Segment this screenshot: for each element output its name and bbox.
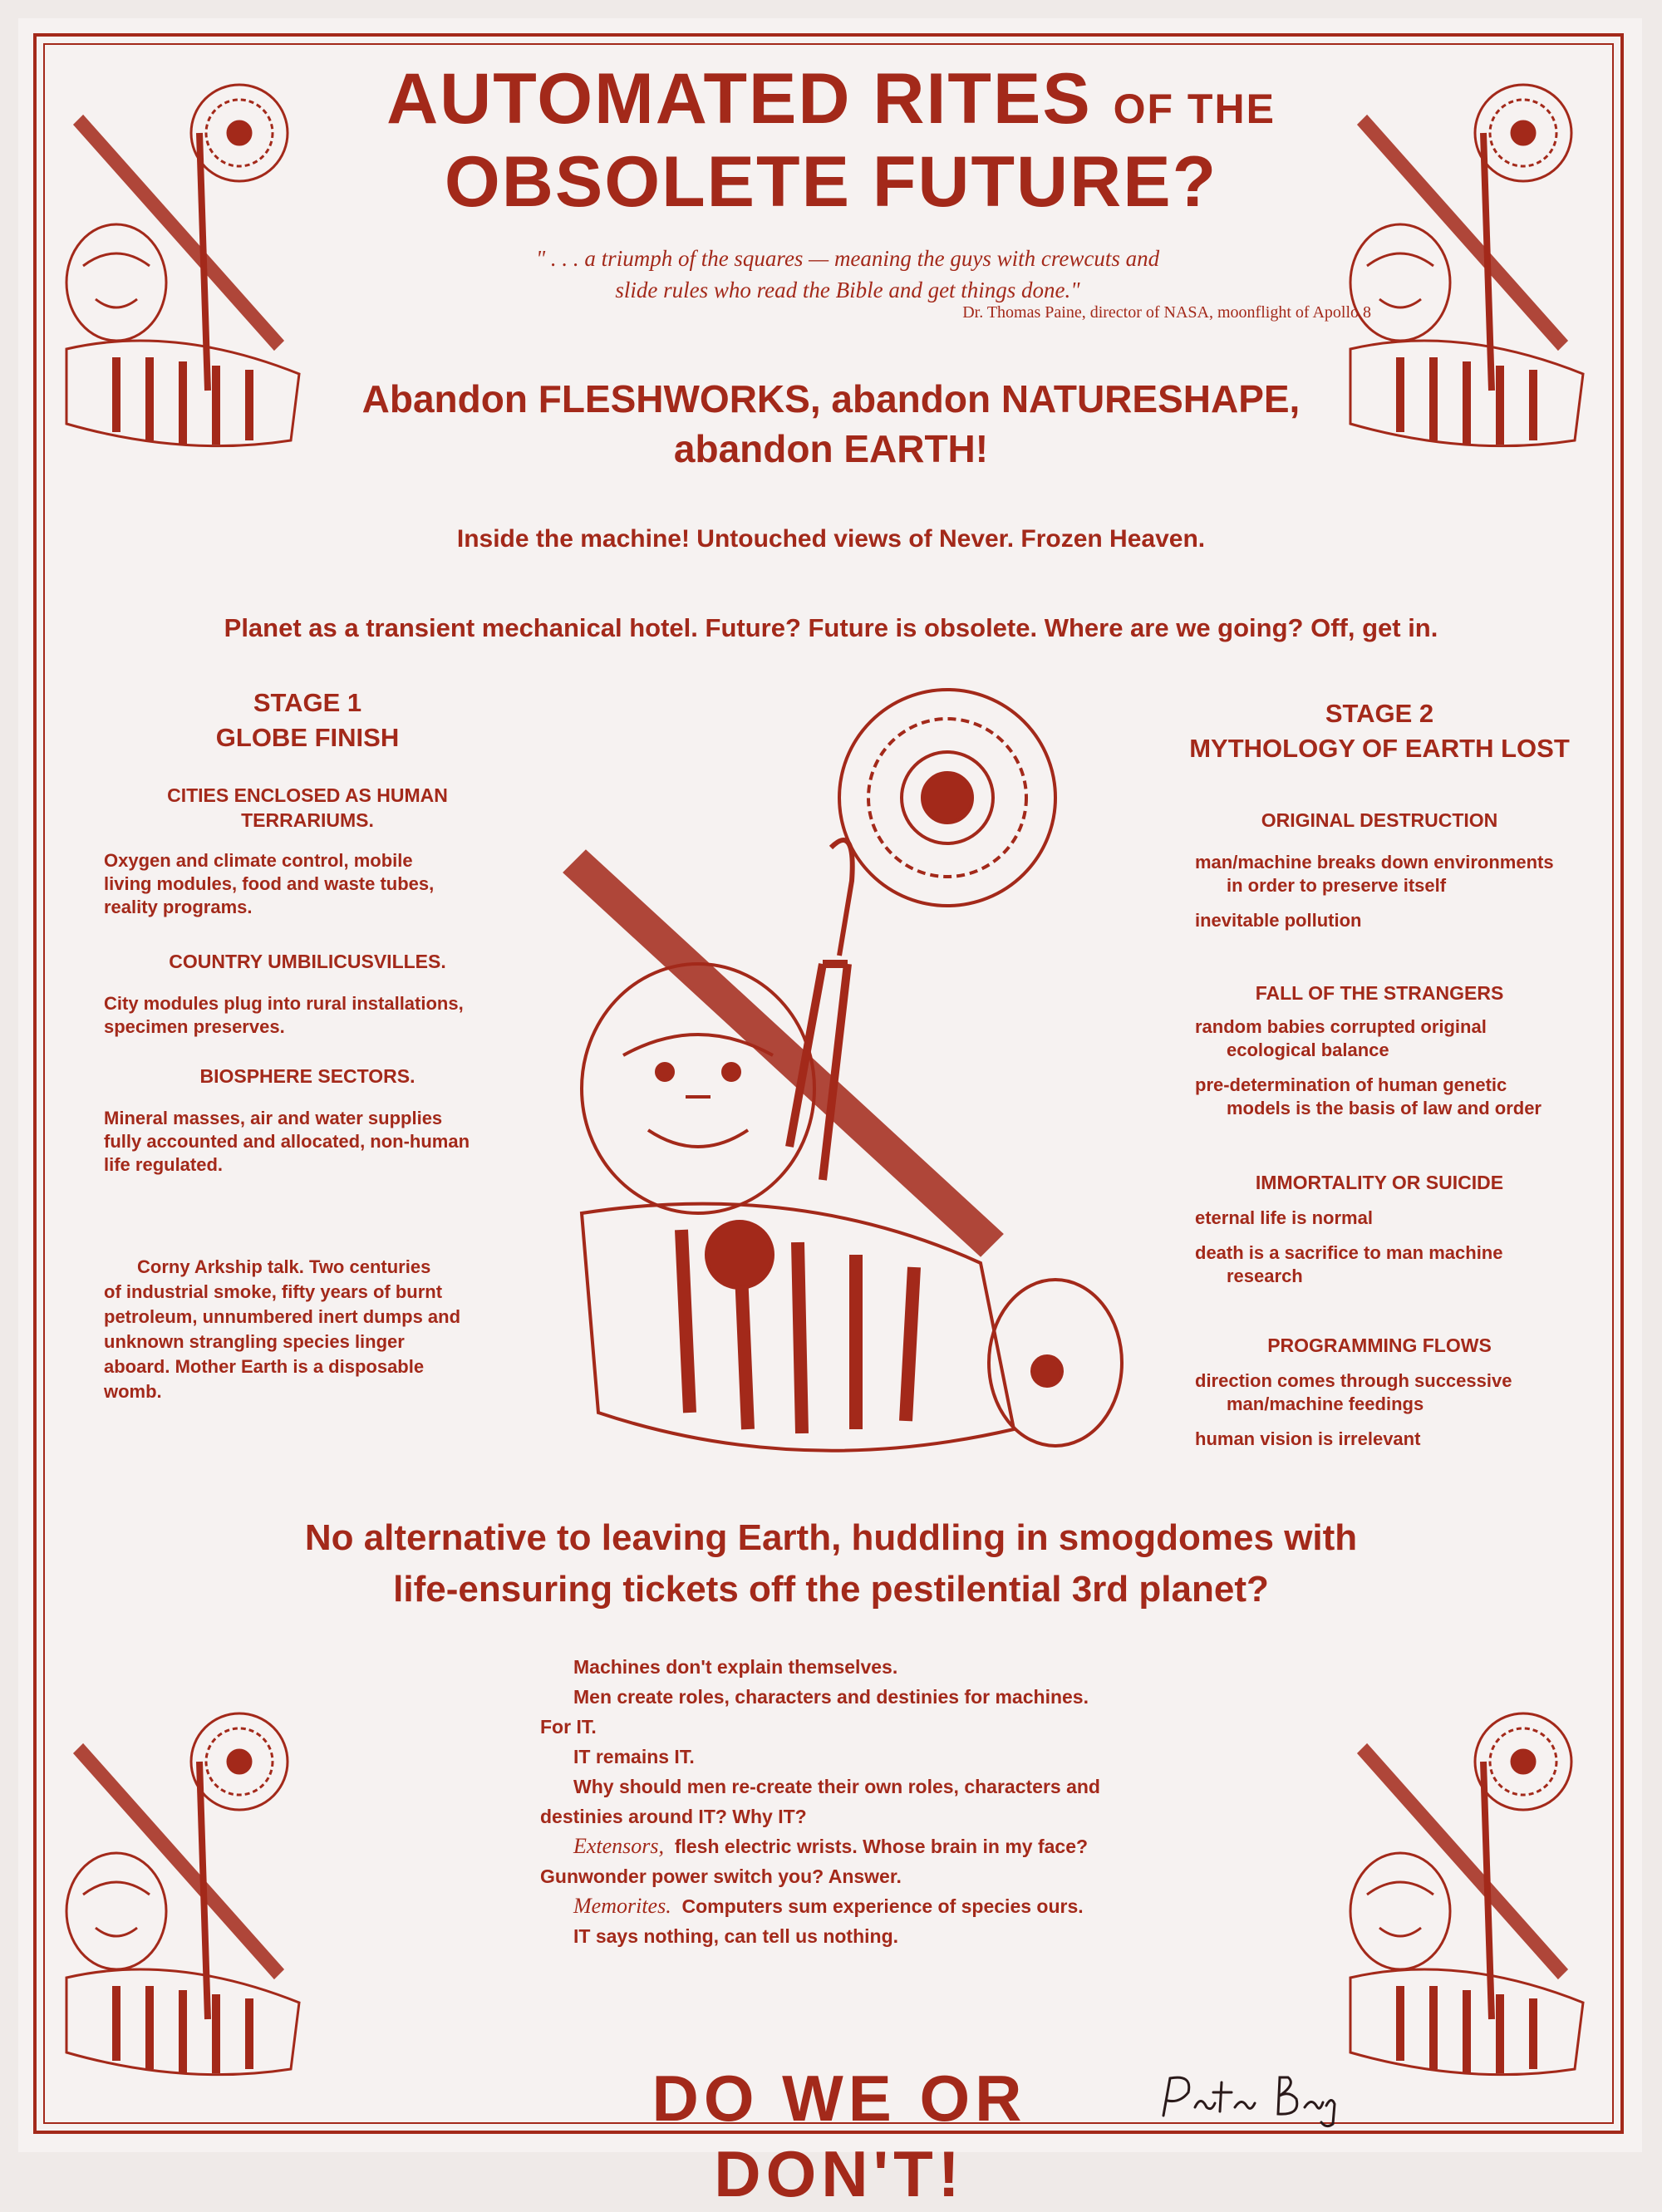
machines-poem	[540, 1652, 1205, 1951]
title-of-the: OF THE	[1113, 86, 1276, 132]
body-line: Corny Arkship talk. Two centuries	[137, 1256, 431, 1277]
item-line: models is the basis of law and order	[1227, 1098, 1542, 1118]
poem-text: flesh electric wrists. Whose brain in my face?	[674, 1836, 1089, 1857]
headline-line: life-ensuring tickets off the pestilential 3rd planet?	[393, 1569, 1269, 1610]
stage2-item	[1195, 1241, 1594, 1288]
poem-line: IT remains IT.	[573, 1746, 695, 1767]
body-line: petroleum, unnumbered inert dumps and	[104, 1306, 461, 1327]
quote-line: " . . . a triumph of the squares — meaning the guys with crewcuts and	[535, 246, 1160, 271]
body-line: of industrial smoke, fifty years of burnt	[104, 1281, 443, 1302]
quote-line: slide rules who read the Bible and get things done."	[615, 278, 1080, 302]
poem-line: Gunwonder power switch you? Answer.	[540, 1865, 902, 1887]
stage2-item	[1195, 1015, 1594, 1062]
poem-line: IT says nothing, can tell us nothing.	[573, 1925, 899, 1947]
stage1-title	[183, 686, 432, 755]
title-main: AUTOMATED RITES	[386, 59, 1092, 139]
stage2-name: MYTHOLOGY OF EARTH LOST	[1189, 734, 1570, 763]
poem-text: Computers sum experience of species ours.	[681, 1895, 1084, 1917]
corner-illustration-bottom-left	[50, 1703, 324, 2086]
corner-illustration-bottom-right	[1334, 1703, 1608, 2086]
stage2-item	[1195, 851, 1594, 897]
corner-illustration-top-right	[1334, 75, 1608, 457]
stage1-heading-biosphere: BIOSPHERE SECTORS.	[199, 1065, 416, 1087]
body-line: aboard. Mother Earth is a disposable	[104, 1356, 425, 1377]
stage2-body-strangers	[1195, 1015, 1594, 1120]
headline-line: No alternative to leaving Earth, huddling in smogdomes with	[304, 1517, 1358, 1558]
stage1-body-cities	[104, 849, 536, 919]
stage2-item: eternal life is normal	[1195, 1207, 1373, 1228]
arkship-paragraph	[104, 1255, 536, 1404]
central-illustration	[548, 681, 1147, 1479]
body-line: Mineral masses, air and water supplies	[104, 1108, 443, 1128]
transient-hotel-line: Planet as a transient mechanical hotel. Future? Future is obsolete. Where are we going? Off, get in.	[224, 613, 1438, 642]
stage2-heading-destruction: ORIGINAL DESTRUCTION	[1261, 809, 1498, 831]
headline-line: abandon EARTH!	[673, 427, 989, 470]
stage2-heading-immortality: IMMORTALITY OR SUICIDE	[1255, 1172, 1504, 1193]
abandon-headline	[349, 374, 1313, 474]
item-line: direction comes through successive	[1195, 1370, 1512, 1391]
stage2-heading-programming: PROGRAMMING FLOWS	[1267, 1335, 1492, 1356]
item-line: death is a sacrifice to man machine	[1195, 1242, 1503, 1263]
poster-title-line1	[332, 58, 1330, 140]
stage1-name: GLOBE FINISH	[215, 723, 400, 752]
stage2-body-destruction	[1195, 851, 1594, 932]
nasa-quote	[416, 243, 1280, 306]
body-line: living modules, food and waste tubes,	[104, 873, 435, 894]
body-line: City modules plug into rural installations,	[104, 993, 464, 1014]
headline-line: Abandon FLESHWORKS, abandon NATURESHAPE,	[361, 377, 1301, 420]
item-line: man/machine breaks down environments	[1195, 852, 1554, 873]
leopard-head	[582, 964, 814, 1213]
stage1-heading-country: COUNTRY UMBILICUSVILLES.	[169, 951, 446, 972]
stage2-item: inevitable pollution	[1195, 910, 1362, 931]
stage2-heading-strangers: FALL OF THE STRANGERS	[1255, 982, 1504, 1004]
poem-line: Machines don't explain themselves.	[573, 1656, 898, 1678]
poem-line: Men create roles, characters and destinies for machines.	[573, 1686, 1089, 1708]
poem-line: destinies around IT? Why IT?	[540, 1806, 807, 1827]
body-line: Oxygen and climate control, mobile	[104, 850, 413, 871]
item-line: random babies corrupted original	[1195, 1016, 1487, 1037]
body-line: reality programs.	[104, 897, 253, 917]
heading-line: TERRARIUMS.	[241, 809, 374, 831]
body-line: unknown strangling species linger	[104, 1331, 405, 1352]
stage2-title	[1180, 696, 1579, 766]
poem-line	[540, 1831, 1205, 1861]
stage1-body-biosphere	[104, 1107, 536, 1177]
stage2-body-immortality	[1195, 1207, 1594, 1288]
item-line: research	[1227, 1266, 1303, 1286]
item-line: man/machine feedings	[1227, 1394, 1424, 1414]
final-headline: DO WE OR DON'T!	[652, 2062, 1027, 2210]
stage2-item: human vision is irrelevant	[1195, 1428, 1421, 1449]
heading-line: CITIES ENCLOSED AS HUMAN	[167, 784, 448, 806]
stage2-body-programming	[1195, 1369, 1594, 1451]
poem-line: Why should men re-create their own roles, characters and	[573, 1776, 1100, 1797]
item-line: in order to preserve itself	[1227, 875, 1447, 896]
item-line: pre-determination of human genetic	[1195, 1074, 1507, 1095]
stage1-body-country	[104, 992, 536, 1039]
no-alternative-headline	[166, 1512, 1496, 1615]
poem-italic-word: Memorites.	[573, 1894, 671, 1918]
poem-line: For IT.	[540, 1716, 597, 1738]
corner-illustration-top-left	[50, 75, 324, 457]
stage1-number: STAGE 1	[253, 688, 362, 717]
item-line: ecological balance	[1227, 1040, 1389, 1060]
signature	[1155, 2066, 1355, 2132]
inside-machine-line: Inside the machine! Untouched views of Never. Frozen Heaven.	[456, 525, 1206, 553]
poster-title-line2: OBSOLETE FUTURE?	[444, 142, 1218, 222]
body-line: specimen preserves.	[104, 1016, 285, 1037]
stage2-item	[1195, 1074, 1594, 1120]
body-line: fully accounted and allocated, non-human	[104, 1131, 470, 1152]
stage1-heading-cities	[133, 783, 482, 833]
stage2-item	[1195, 1369, 1594, 1416]
stage2-number: STAGE 2	[1325, 699, 1434, 728]
poem-italic-word: Extensors,	[573, 1834, 665, 1858]
quote-attribution: Dr. Thomas Paine, director of NASA, moonflight of Apollo 8	[962, 303, 1371, 322]
body-line: womb.	[104, 1381, 162, 1402]
body-line: life regulated.	[104, 1154, 224, 1175]
poem-line	[540, 1891, 1205, 1921]
